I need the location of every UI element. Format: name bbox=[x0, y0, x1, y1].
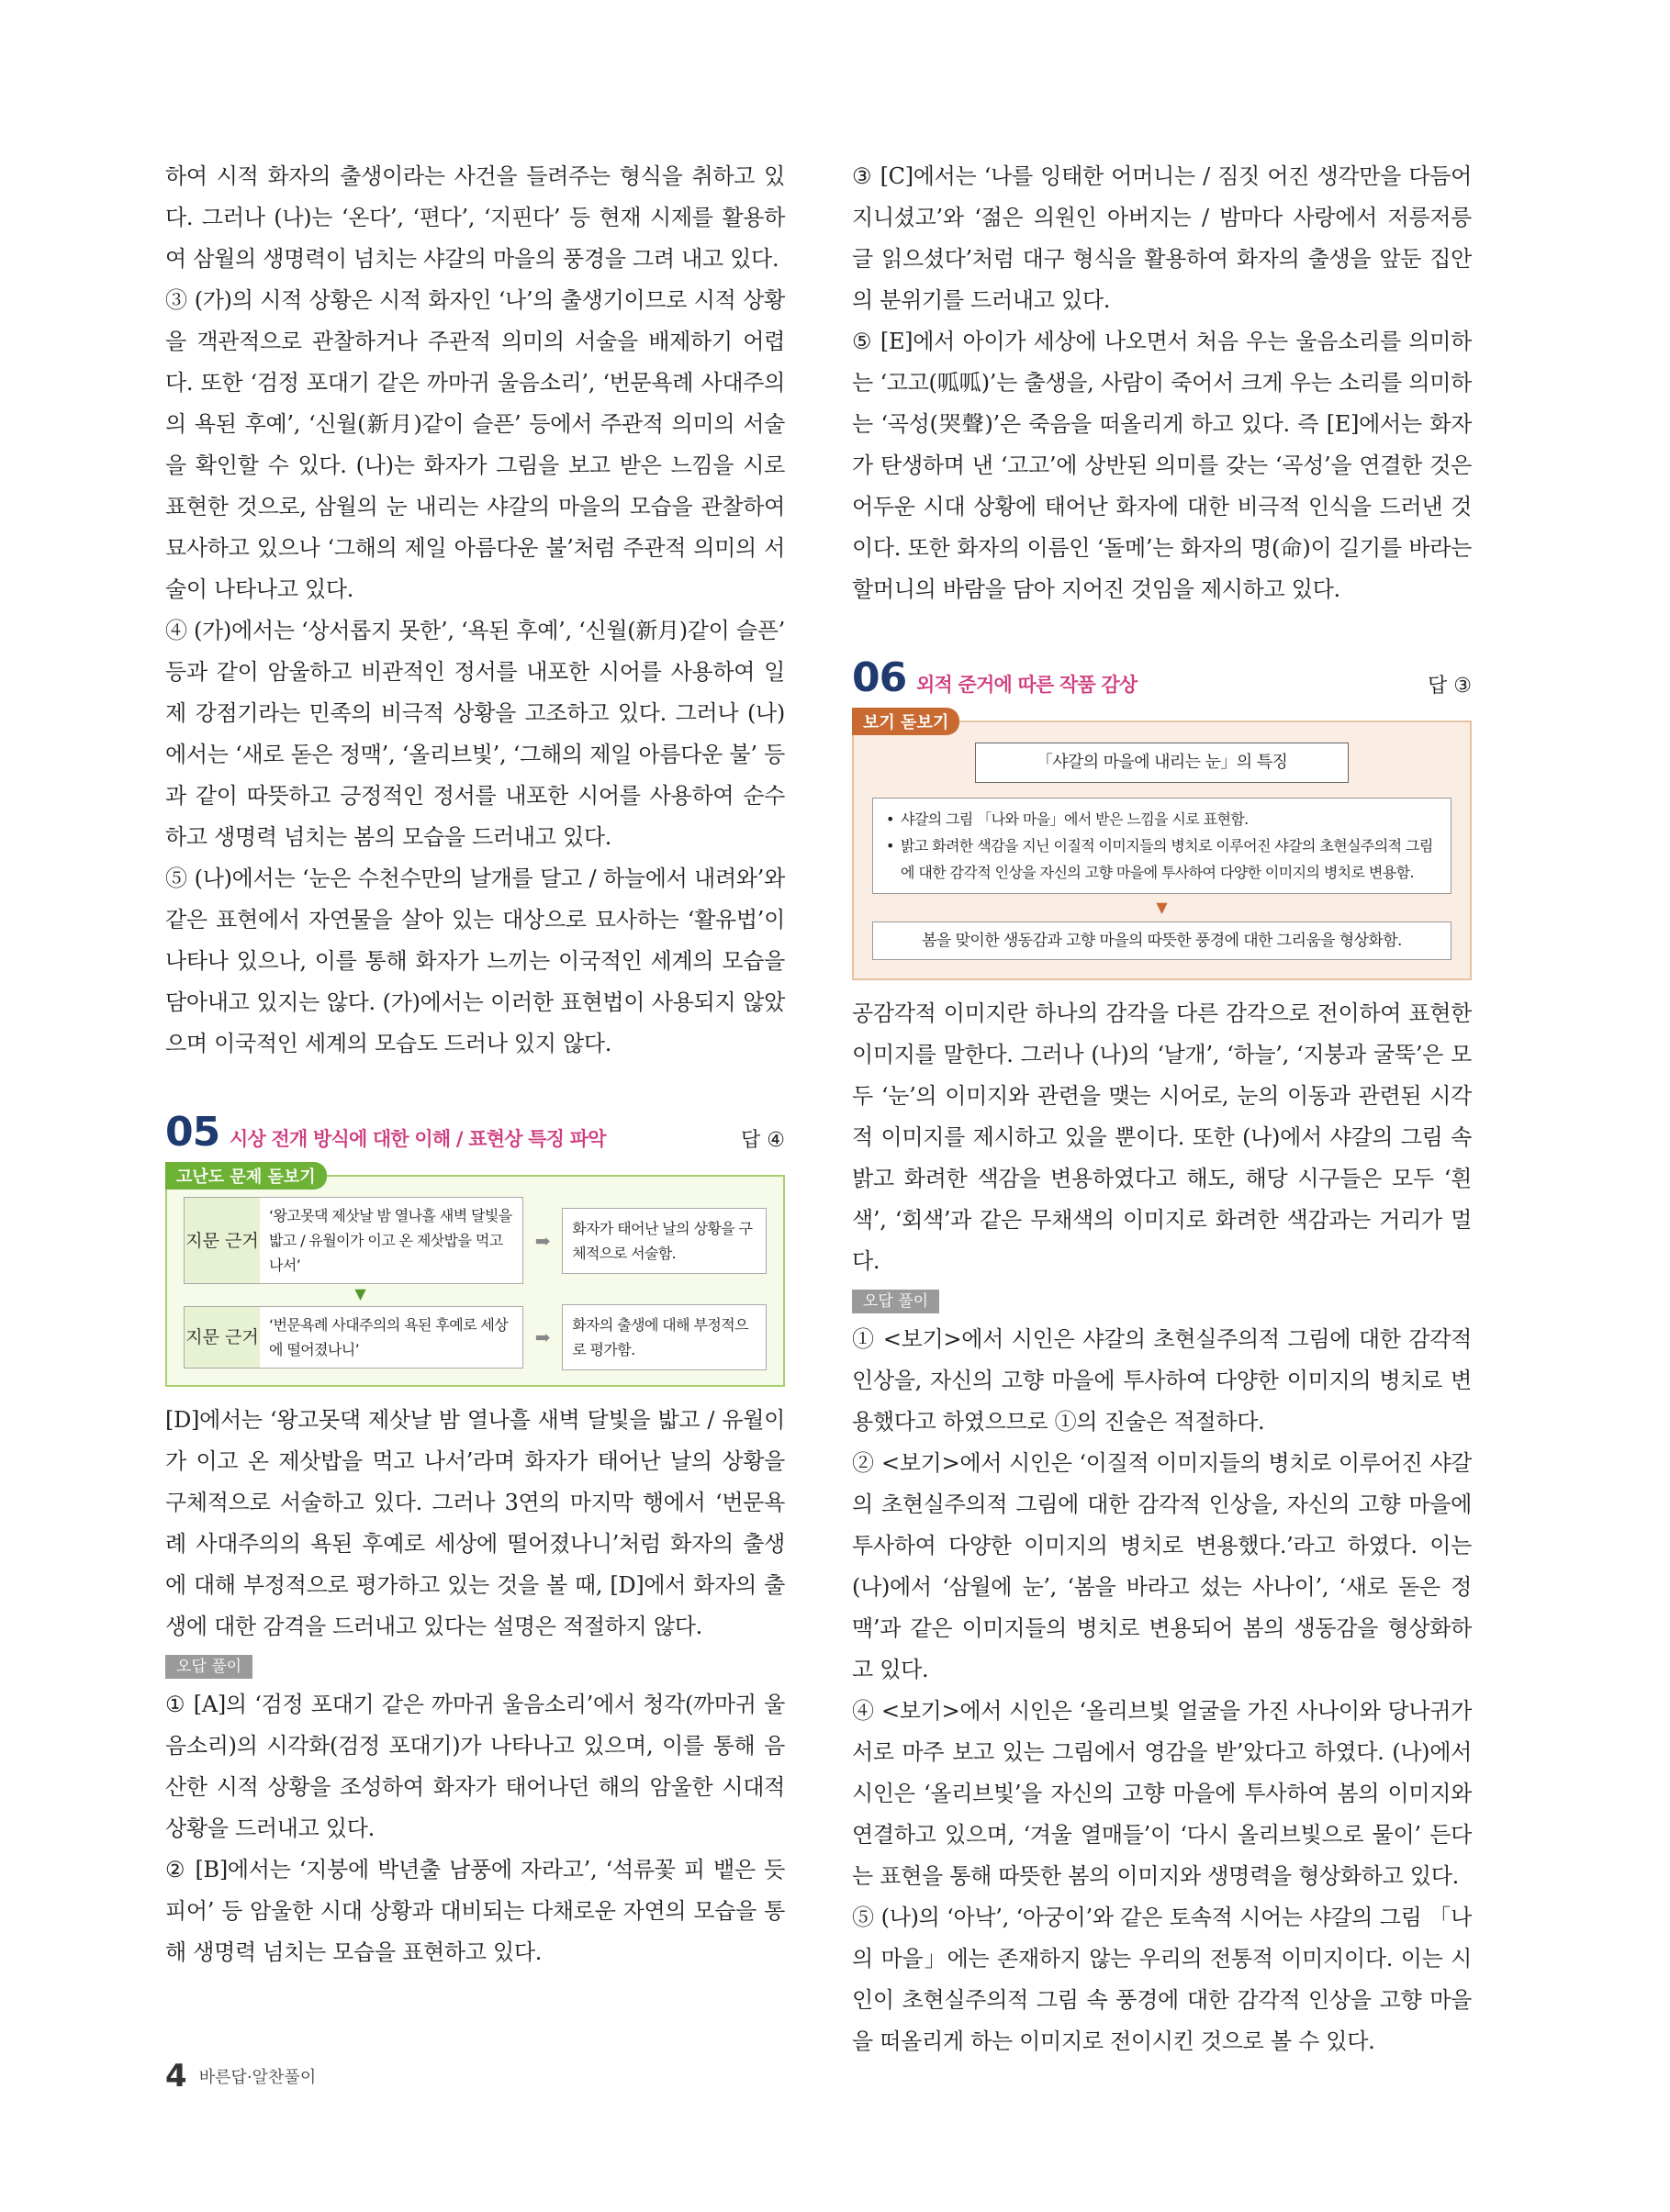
paragraph: ③ [C]에서는 ‘나를 잉태한 어머니는 / 짐짓 어진 생각만을 다듬어 지니셨고’와 ‘젊은 의원인 아버지는 / 밤마다 사랑에서 저릉저릉 글 읽으셨다’처럼 대구 형식을 활용하여 화자의 출생을 앞둔 집안의 분위기를 드러내고 있다. bbox=[852, 163, 1472, 313]
paragraph: ① [A]의 ‘검정 포대기 같은 까마귀 울음소리’에서 청각(까마귀 울음소리)의 시각화(검정 포대기)가 나타나고 있으며, 이를 통해 음산한 시적 상황을 조성하여 화자가 태어나던 해의 암울한 시대적 상황을 드러내고 있다. bbox=[165, 1692, 785, 1841]
evidence-row bbox=[184, 1304, 767, 1370]
section-05-header bbox=[165, 1109, 785, 1166]
evidence-label: 지문 근거 bbox=[185, 1198, 260, 1283]
left-column bbox=[165, 156, 785, 1973]
wrong-answer-tag: 오답 풀이 bbox=[852, 1290, 939, 1313]
list-item: • 밝고 화려한 색감을 지닌 이질적 이미지들의 병치로 이루어진 샤갈의 초현실주의적 그림에 대한 감각적 인상을 자신의 고향 마을에 투사하여 다양한 이미지의 병치로 변용함. bbox=[886, 832, 1438, 886]
page-number: 4 bbox=[165, 2058, 187, 2095]
bogi-box bbox=[852, 713, 1472, 980]
bogi-list bbox=[872, 798, 1451, 894]
evidence-result: 화자의 출생에 대해 부정적으로 평가함. bbox=[562, 1304, 767, 1370]
arrow-down-icon: ▼ bbox=[354, 1285, 366, 1302]
paragraph: ② [B]에서는 ‘지붕에 박년출 남풍에 자라고’, ‘석류꽃 피 뱉은 듯 피어’ 등 암울한 시대 상황과 대비되는 다채로운 자연의 모습을 통해 생명력 넘치는 모습을 표현하고 있다. bbox=[165, 1857, 785, 1965]
paragraph: 공감각적 이미지란 하나의 감각을 다른 감각으로 전이하여 표현한 이미지를 말한다. 그러나 (나)의 ‘날개’, ‘하늘’, ‘지붕과 굴뚝’은 모두 ‘눈’의 이미지와 관련을 맺는 시어로, 눈의 이동과 관련된 시각적 이미지를 제시하고 있을 뿐이다. 또한 (나)에서 샤갈의 그림 속 밝고 화려한 색감을 변용하였다고 해도, 해당 시구들은 모두 ‘흰색’, ‘회색’과 같은 무채색의 이미지로 화려한 색감과는 거리가 멀다. bbox=[852, 1000, 1472, 1274]
evidence-card bbox=[184, 1306, 523, 1369]
paragraph: 하여 시적 화자의 출생이라는 사건을 들려주는 형식을 취하고 있다. 그러나 (나)는 ‘온다’, ‘편다’, ‘지핀다’ 등 현재 시제를 활용하여 삼월의 생명력이 넘치는 샤갈의 마을의 풍경을 그려 내고 있다. bbox=[165, 163, 785, 272]
paragraph: ② <보기>에서 시인은 ‘이질적 이미지들의 병치로 이루어진 샤갈의 초현실주의적 그림에 대한 감각적 인상을, 자신의 고향 마을에 투사하여 다양한 이미지의 병치로 변용했다.’라고 하였다. 이는 (나)에서 ‘삼월에 눈’, ‘봄을 바라고 섰는 사나이’, ‘새로 돋은 정맥’과 같은 이미지들의 병치로 변용되어 봄의 생동감을 형상화하고 있다. bbox=[852, 1450, 1472, 1682]
list-item: • 샤갈의 그림 「나와 마을」에서 받은 느낌을 시로 표현함. bbox=[886, 806, 1438, 832]
evidence-label: 지문 근거 bbox=[185, 1307, 260, 1368]
paragraph: ④ <보기>에서 시인은 ‘올리브빛 얼굴을 가진 사나이와 당나귀가 서로 마주 보고 있는 그림에서 영감을 받’았다고 하였다. (나)에서 시인은 ‘올리브빛’을 자신의 고향 마을에 투사하여 봄의 이미지와 연결하고 있으며, ‘겨울 열매들’이 ‘다시 올리브빛으로 물이’ 든다는 표현을 통해 따뜻한 봄의 이미지와 생명력을 형상화하고 있다. bbox=[852, 1698, 1472, 1889]
section-number: 06 bbox=[852, 654, 907, 701]
box-tag: 보기 돋보기 bbox=[852, 708, 959, 735]
evidence-card bbox=[184, 1197, 523, 1284]
section-title: 외적 준거에 따른 작품 감상 bbox=[916, 674, 1138, 696]
evidence-quote: ‘번문욕례 사대주의의 욕된 후예로 세상에 떨어졌나니’ bbox=[269, 1316, 509, 1358]
bogi-title: 「샤갈의 마을에 내리는 눈」의 특징 bbox=[975, 743, 1349, 783]
paragraph: [D]에서는 ‘왕고못댁 제삿날 밤 열나흘 새벽 달빛을 밟고 / 유월이가 이고 온 제삿밥을 먹고 나서’라며 화자가 태어난 날의 상황을 구체적으로 서술하고 있다. 그러나 3연의 마지막 행에서 ‘번문욕례 사대주의의 욕된 후예로 세상에 떨어졌나니’처럼 화자의 출생에 대해 부정적으로 평가하고 있는 것을 볼 때, [D]에서 화자의 출생에 대한 감격을 드러내고 있다는 설명은 적절하지 않다. bbox=[165, 1407, 785, 1639]
box-tag: 고난도 문제 돋보기 bbox=[165, 1162, 327, 1190]
arrow-right-icon: ➡ bbox=[534, 1326, 551, 1348]
footer-text: 바른답·알찬풀이 bbox=[198, 2068, 317, 2087]
section-number: 05 bbox=[165, 1109, 220, 1156]
right-column bbox=[852, 156, 1472, 2062]
paragraph: ⑤ (나)의 ‘아낙’, ‘아궁이’와 같은 토속적 시어는 샤갈의 그림 「나의 마을」에는 존재하지 않는 우리의 전통적 이미지이다. 이는 시인이 초현실주의적 그림 속 풍경에 대한 감각적 인상을 고향 마을을 떠올리게 하는 이미지로 전이시킨 것으로 볼 수 있다. bbox=[852, 1905, 1472, 2054]
page-footer bbox=[165, 2058, 316, 2095]
bogi-conclusion: 봄을 맞이한 생동감과 고향 마을의 따뜻한 풍경에 대한 그리움을 형상화함. bbox=[872, 922, 1451, 960]
difficulty-box bbox=[165, 1167, 785, 1387]
answer-label: 답 ③ bbox=[1428, 675, 1472, 698]
wrong-answer-tag: 오답 풀이 bbox=[165, 1655, 252, 1679]
evidence-result: 화자가 태어난 날의 상황을 구체적으로 서술함. bbox=[562, 1208, 767, 1274]
arrow-right-icon: ➡ bbox=[534, 1229, 551, 1252]
arrow-down-icon: ▼ bbox=[1156, 899, 1168, 916]
answer-label: 답 ④ bbox=[741, 1129, 785, 1152]
section-06-header bbox=[852, 654, 1472, 711]
paragraph: ③ (가)의 시적 상황은 시적 화자인 ‘나’의 출생기이므로 시적 상황을 객관적으로 관찰하거나 주관적 의미의 서술을 배제하기 어렵다. 또한 ‘검정 포대기 같은 까마귀 울음소리’, ‘번문욕례 사대주의의 욕된 후예’, ‘신월(新月)같이 슬픈’ 등에서 주관적 의미의 서술을 확인할 수 있다. (나)는 화자가 그림을 보고 받은 느낌을 시로 표현한 것으로, 삼월의 눈 내리는 샤갈의 마을의 모습을 관찰하여 묘사하고 있으나 ‘그해의 제일 아름다운 불’처럼 주관적 의미의 서술이 나타나고 있다. bbox=[165, 287, 785, 602]
paragraph: ④ (가)에서는 ‘상서롭지 못한’, ‘욕된 후예’, ‘신월(新月)같이 슬픈’ 등과 같이 암울하고 비관적인 정서를 내포한 시어를 사용하여 일제 강점기라는 민족의 비극적 상황을 고조하고 있다. 그러나 (나)에서는 ‘새로 돋은 정맥’, ‘올리브빛’, ‘그해의 제일 아름다운 불’ 등과 같이 따뜻하고 긍정적인 정서를 내포한 시어를 사용하여 순수하고 생명력 넘치는 봄의 모습을 드러내고 있다. bbox=[165, 618, 785, 850]
section-title: 시상 전개 방식에 대한 이해 / 표현상 특징 파악 bbox=[230, 1128, 606, 1150]
paragraph: ⑤ (나)에서는 ‘눈은 수천수만의 날개를 달고 / 하늘에서 내려와’와 같은 표현에서 자연물을 살아 있는 대상으로 묘사하는 ‘활유법’이 나타나 있으나, 이를 통해 화자가 느끼는 이국적인 세계의 모습을 담아내고 있지는 않다. (가)에서는 이러한 표현법이 사용되지 않았으며 이국적인 세계의 모습도 드러나 있지 않다. bbox=[165, 866, 785, 1056]
evidence-row bbox=[184, 1197, 767, 1284]
paragraph: ① <보기>에서 시인은 샤갈의 초현실주의적 그림에 대한 감각적 인상을, 자신의 고향 마을에 투사하여 다양한 이미지의 병치로 변용했다고 하였으므로 ①의 진술은 적절하다. bbox=[852, 1326, 1472, 1435]
paragraph: ⑤ [E]에서 아이가 세상에 나오면서 처음 우는 울음소리를 의미하는 ‘고고(呱呱)’는 출생을, 사람이 죽어서 크게 우는 소리를 의미하는 ‘곡성(哭聲)’은 죽음을 떠올리게 하고 있다. 즉 [E]에서는 화자가 탄생하며 낸 ‘고고’에 상반된 의미를 갖는 ‘곡성’을 연결한 것은 어두운 시대 상황에 태어난 화자에 대한 비극적 인식을 드러낸 것이다. 또한 화자의 이름인 ‘돌메’는 화자의 명(命)이 길기를 바라는 할머니의 바람을 담아 지어진 것임을 제시하고 있다. bbox=[852, 329, 1472, 602]
evidence-quote: ‘왕고못댁 제삿날 밤 열나흘 새벽 달빛을 밟고 / 유월이가 이고 온 제삿밥을 먹고 나서’ bbox=[269, 1207, 512, 1274]
